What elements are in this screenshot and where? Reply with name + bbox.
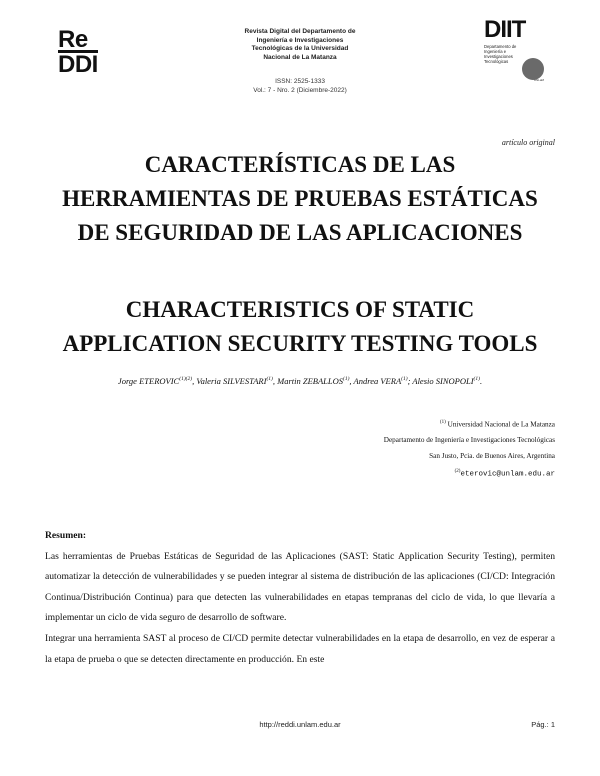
unlam-seal-text: UNLaM xyxy=(533,78,544,82)
journal-name xyxy=(200,28,400,62)
affil-mark: (1) xyxy=(439,420,446,425)
email-link[interactable]: eterovic@unlam.edu.ar xyxy=(460,470,555,479)
title-line: CHARACTERISTICS OF STATIC xyxy=(125,297,475,322)
abstract xyxy=(45,526,555,670)
issn: ISSN: 2525-1333 xyxy=(275,78,325,85)
affil-mark: (2) xyxy=(454,469,461,475)
diit-logo-subtitle: Departamento de Ingeniería e Investigaciones Tecnológicas xyxy=(484,44,517,64)
abstract-paragraph: Integrar una herramienta SAST al proceso de CI/CD permite detectar vulnerabilidades en la etapa de desarrollo, en vez de esperar a la etapa de prueba o que se detecten directamente en producción. En este xyxy=(45,632,555,665)
journal-line: Ingeniería e Investigaciones xyxy=(256,36,344,44)
author-name: Martin ZEBALLOS xyxy=(277,376,343,386)
department: Departamento de Ingeniería e Investigaciones Tecnológicas xyxy=(383,436,555,445)
abstract-paragraph: Las herramientas de Pruebas Estáticas de Seguridad de las Aplicaciones (SAST: Static Application Security Testing), permiten automatizar la detección de vulnerabilidades y se pueden integrar al sistema de distribución de las aplicaciones (CI/CD: Integración Continua/Distribución Continua) para que detecten las vulnerabilidades en etapas tempranas del ciclo de vida, lo que llevaría a implementar un ciclo de vida seguro de desarrollo de software. xyxy=(45,550,555,624)
author-affil-mark: (1) xyxy=(401,376,408,383)
diit-logo xyxy=(484,18,548,82)
footer-url[interactable]: http://reddi.unlam.edu.ar xyxy=(259,720,341,729)
author-name: Jorge ETEROVIC xyxy=(117,376,180,386)
abstract-heading: Resumen: xyxy=(45,530,87,541)
author-name: Valeria SILVESTARI xyxy=(196,376,267,386)
article-type: artículo original xyxy=(501,138,555,147)
journal-line: Revista Digital del Departamento de xyxy=(244,28,356,35)
location: San Justo, Pcia. de Buenos Aires, Argentina xyxy=(429,452,555,461)
unlam-seal-icon xyxy=(522,58,544,80)
issn-block xyxy=(200,77,400,95)
reddi-logo-line1: Re xyxy=(58,26,88,53)
reddi-logo xyxy=(58,28,108,77)
university: Universidad Nacional de La Matanza xyxy=(447,420,555,429)
author-name: Alesio SINOPOLI xyxy=(412,376,474,386)
title-line: CARACTERÍSTICAS DE LAS xyxy=(144,152,456,177)
page-number: Pág.: 1 xyxy=(531,720,555,729)
author-affil-mark: (1) xyxy=(473,376,480,383)
title-line: APPLICATION SECURITY TESTING TOOLS xyxy=(62,331,538,356)
journal-line: Tecnológicas de la Universidad xyxy=(251,45,349,52)
affiliation-block xyxy=(384,415,555,483)
title-line: HERRAMIENTAS DE PRUEBAS ESTÁTICAS xyxy=(62,186,538,211)
author-name: Andrea VERA xyxy=(353,376,402,386)
author-affil-mark: (1) xyxy=(266,376,273,383)
diit-logo-text: DIIT xyxy=(484,16,526,43)
title-english xyxy=(30,293,570,361)
reddi-logo-line2: DDI xyxy=(58,51,98,78)
volume: Vol.: 7 - Nro. 2 (Diciembre-2022) xyxy=(253,87,347,94)
author-affil-mark: (1)(2) xyxy=(179,376,193,383)
title-line: DE SEGURIDAD DE LAS APLICACIONES xyxy=(77,220,523,245)
journal-line: Nacional de La Matanza xyxy=(263,53,337,61)
title-spanish xyxy=(30,148,570,250)
author-list: Jorge $ETEROVIC^{(1)(2)}$, Valeria SILVESTARI$^{(1)}$, Martin ZEBALLOS$^{(1)}$, Andrea VERA$^{(1)}$; Alesio SINOPOLI$^{(1)}$. xyxy=(117,376,483,386)
author-affil-mark: (1) xyxy=(343,376,350,383)
